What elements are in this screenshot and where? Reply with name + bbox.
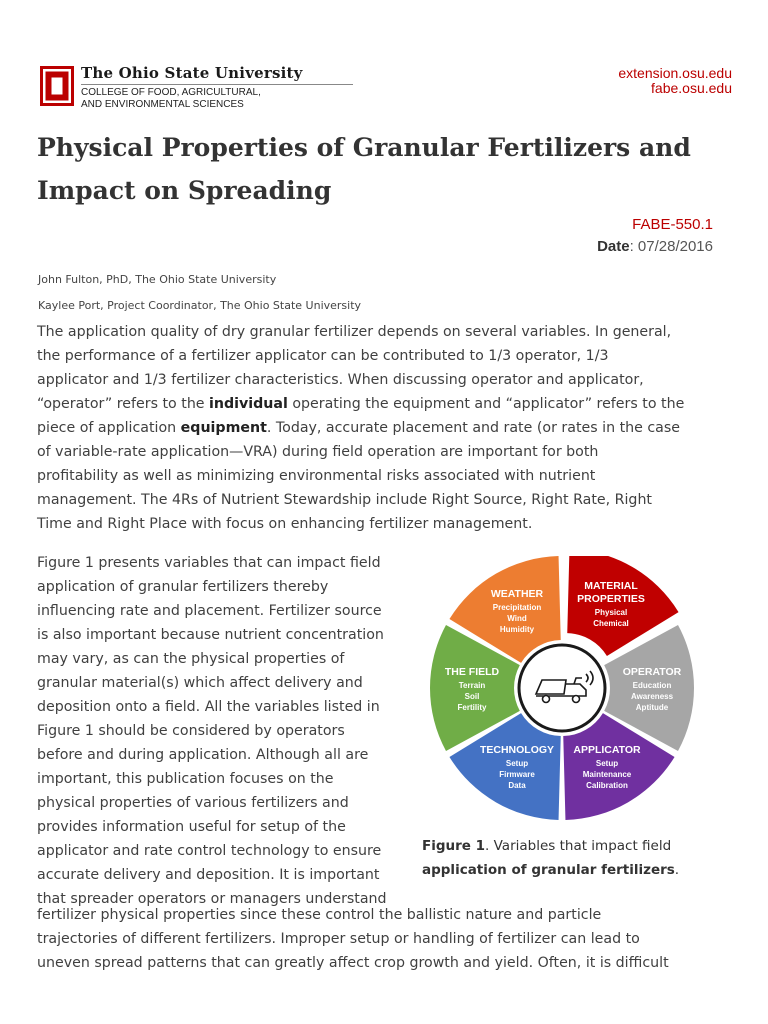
body-paragraph-continued — [37, 903, 737, 975]
body-line: that spreader operators or managers understand — [37, 891, 387, 907]
wheel-segment-item: Firmware — [499, 769, 535, 779]
wheel-segment-title: OPERATOR — [622, 666, 682, 678]
wheel-segment-item: Awareness — [630, 692, 674, 701]
wheel-segment-item: Maintenance — [582, 769, 632, 779]
body-line: is also important because nutrient concentration — [37, 627, 384, 643]
body-line: may vary, as can the physical properties of — [37, 651, 345, 667]
body-line: before and during application. Although all are — [37, 747, 369, 763]
body-line: applicator and rate control technology to ensure — [37, 843, 382, 859]
wheel-segment-item: Fertility — [457, 703, 487, 712]
body-line: uneven spread patterns that can greatly affect crop growth and yield. Often, it is difficult — [37, 955, 669, 971]
wheel-hub — [519, 645, 605, 731]
figure-caption: Figure 1. Variables that impact field application of granular fertilizers. — [422, 838, 680, 878]
wheel-segment-item: Education — [632, 681, 672, 690]
author-line: John Fulton, PhD, The Ohio State University — [38, 273, 277, 286]
body-line: Figure 1 presents variables that can impact field — [37, 555, 381, 571]
body-line: fertilizer physical properties since these control the ballistic nature and particle — [37, 907, 602, 923]
header-rule — [81, 84, 353, 85]
wheel-segment-title: MATERIAL — [584, 580, 638, 593]
wheel-segment-item: Precipitation — [492, 603, 542, 613]
body-line: granular material(s) which affect delivery and — [37, 675, 363, 691]
body-paragraph — [37, 551, 412, 911]
wheel-segment-item: Setup — [505, 758, 529, 768]
body-line: physical properties of various fertilizers and — [37, 795, 349, 811]
ohio-state-logo — [40, 66, 74, 106]
body-line: influencing rate and placement. Fertilizer source — [37, 603, 382, 619]
university-name: The Ohio State University — [81, 64, 303, 82]
wheel-segment-title: APPLICATOR — [573, 743, 641, 756]
wheel-segment-title: THE FIELD — [444, 666, 500, 678]
body-line: Figure 1 should be considered by operators — [37, 723, 345, 739]
page-title: Physical Properties of Granular Fertilizers and Impact on Spreading — [37, 133, 691, 205]
body-line: provides information useful for setup of the — [37, 819, 346, 835]
body-line: trajectories of different fertilizers. Improper setup or handling of fertilizer can lead to — [37, 931, 640, 947]
body-line: important, this publication focuses on the — [37, 771, 334, 787]
wheel-segment-title: TECHNOLOGY — [479, 743, 555, 756]
publication-date: Date: 07/28/2016 — [597, 238, 713, 255]
body-line: application of granular fertilizers thereby — [37, 579, 329, 595]
wheel-segment-item: Soil — [464, 692, 480, 701]
header-links — [618, 66, 732, 96]
wheel-segment-item: Aptitude — [635, 703, 669, 712]
variables-wheel-figure — [420, 556, 710, 836]
wheel-segment-item: Calibration — [586, 780, 628, 790]
wheel-segment-item: Setup — [595, 758, 619, 768]
extension-link[interactable]: extension.osu.edu — [618, 65, 732, 81]
wheel-segment-item: Physical — [594, 608, 628, 618]
publication-number: FABE-550.1 — [632, 216, 713, 233]
wheel-segment-item: Data — [508, 780, 526, 790]
fabe-link[interactable]: fabe.osu.edu — [651, 80, 732, 96]
author-line: Kaylee Port, Project Coordinator, The Ohio State University — [38, 299, 362, 312]
wheel-segment-item: Wind — [507, 614, 527, 624]
wheel-segment-title: WEATHER — [490, 588, 544, 601]
wheel-segment-item: Terrain — [458, 681, 486, 690]
intro-paragraph: The application quality of dry granular fertilizer depends on several variables. In general, the performance of a fertilizer applicator can be contributed to 1/3 operator, 1/3 applicator and 1/3 fertilizer characteristics. When discussing operator and applicator, “operator” refers to the individual operating the equipment and “applicator” refers to the piece of application equipment. Today, accurate placement and rate (or rates in the case of variable-rate application—VRA) during field operation are important for both profitability as well as minimizing environmental risks associated with nutrient management. The 4Rs of Nutrient Stewardship include Right Source, Right Rate, Right Time and Right Place with focus on enhancing fertilizer management. — [37, 324, 685, 532]
wheel-segment-item: Chemical — [593, 619, 629, 629]
college-name: COLLEGE OF FOOD, AGRICULTURAL, AND ENVIRONMENTAL SCIENCES — [81, 87, 261, 110]
body-line: accurate delivery and deposition. It is important — [37, 867, 380, 883]
wheel-segment-item: Humidity — [499, 625, 535, 635]
body-line: deposition onto a field. All the variables listed in — [37, 699, 380, 715]
wheel-segment-title: PROPERTIES — [577, 593, 645, 606]
